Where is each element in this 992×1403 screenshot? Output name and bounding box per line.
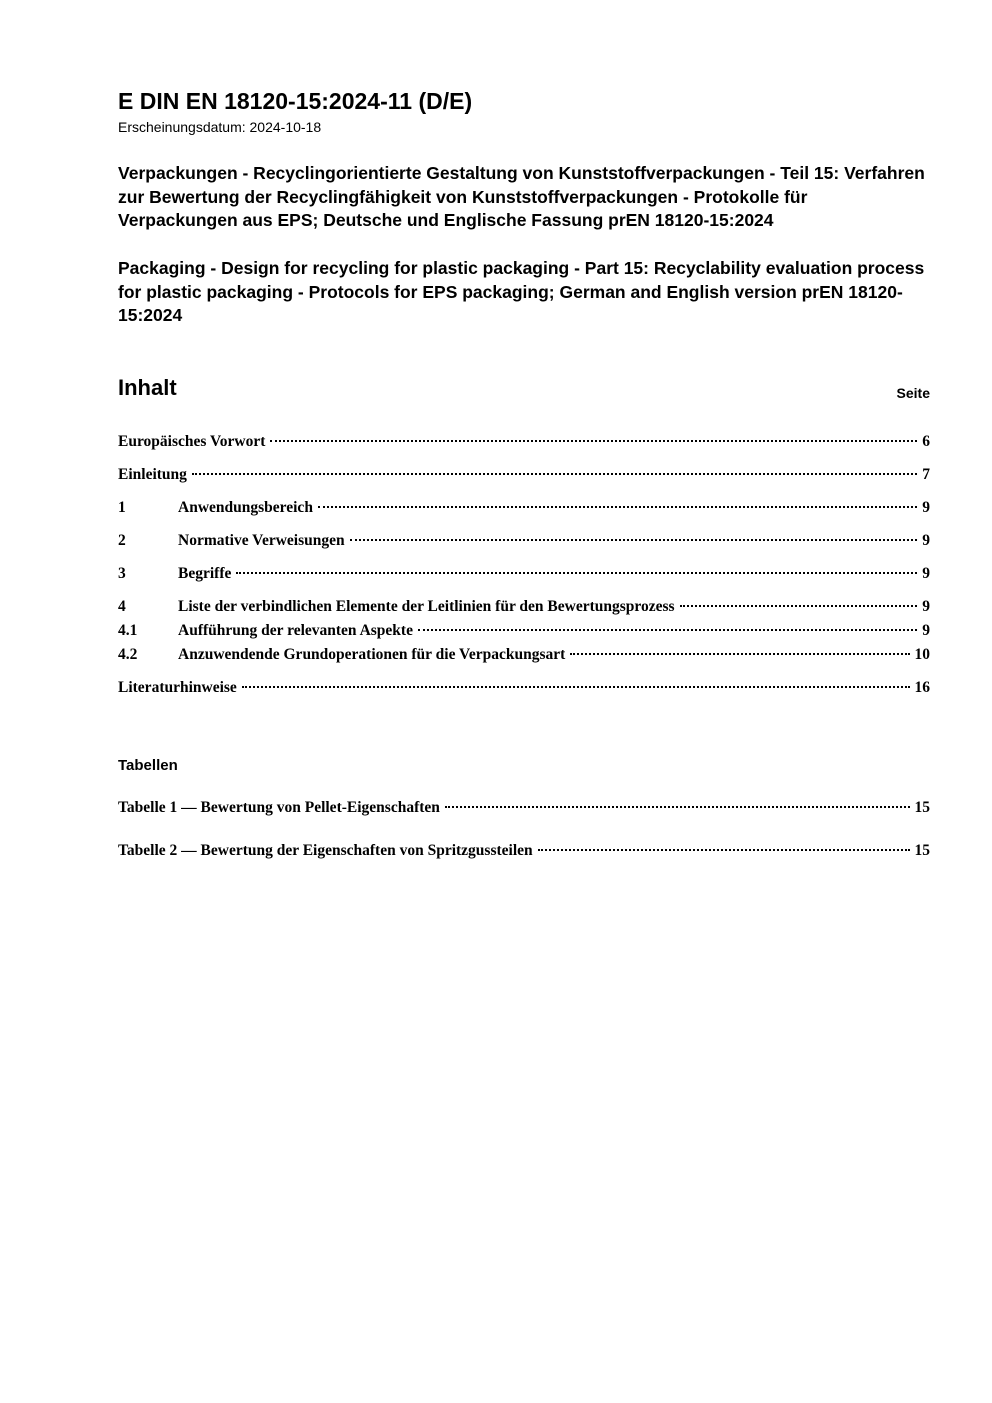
toc-page-column-label: Seite — [896, 385, 930, 402]
document-number: E DIN EN 18120-15:2024-11 (D/E) — [118, 88, 473, 114]
toc-entry-title: Einleitung — [118, 466, 187, 484]
toc-leader-dots — [236, 572, 917, 574]
toc-entry-title: Liste der verbindlichen Elemente der Leitlinien für den Bewertungsprozess — [178, 598, 675, 616]
toc-leader-dots — [350, 539, 918, 541]
toc-entry-page: 10 — [914, 646, 930, 664]
toc-entry-page: 9 — [922, 598, 930, 616]
toc-entry-title: Normative Verweisungen — [178, 532, 345, 550]
toc-entry — [118, 499, 930, 517]
toc-entry — [118, 433, 930, 451]
toc-entry-page: 15 — [914, 799, 930, 817]
toc-entry — [118, 565, 930, 583]
toc-entry-title: Tabelle 1 — Bewertung von Pellet-Eigenschaften — [118, 799, 440, 817]
toc-entry-page: 15 — [914, 842, 930, 860]
toc-leader-dots — [242, 686, 910, 688]
tables-list — [118, 799, 930, 860]
toc-leader-dots — [538, 849, 910, 851]
toc-header — [118, 375, 930, 401]
toc-entry-number: 2 — [118, 532, 126, 550]
toc-entry — [118, 842, 930, 860]
toc-entry — [118, 598, 930, 616]
toc-entry-title: Anzuwendende Grundoperationen für die Verpackungsart — [178, 646, 566, 664]
toc-leader-dots — [445, 806, 910, 808]
tables-heading: Tabellen — [118, 757, 178, 775]
toc-entry-number: 4 — [118, 598, 126, 616]
toc-entry-title: Literaturhinweise — [118, 679, 237, 697]
toc-entry-number: 1 — [118, 499, 126, 517]
toc-entry-number: 4.1 — [118, 622, 138, 640]
toc-entry-title: Tabelle 2 — Bewertung der Eigenschaften von Spritzgussteilen — [118, 842, 533, 860]
toc-entry — [118, 532, 930, 550]
toc-entry-page: 9 — [922, 622, 930, 640]
toc-entry — [118, 646, 930, 664]
toc-leader-dots — [570, 653, 909, 655]
toc-entry-number: 3 — [118, 565, 126, 583]
toc-entry — [118, 466, 930, 484]
toc-entry-title: Anwendungsbereich — [178, 499, 313, 517]
toc-leader-dots — [418, 629, 917, 631]
toc-entry-page: 7 — [922, 466, 930, 484]
toc-entry-page: 9 — [922, 532, 930, 550]
toc-heading: Inhalt — [118, 375, 177, 401]
toc-entry-page: 16 — [914, 679, 930, 697]
toc-list — [118, 433, 930, 697]
toc-entry-title: Europäisches Vorwort — [118, 433, 266, 451]
toc-leader-dots — [270, 440, 917, 442]
toc-entry-page: 9 — [922, 499, 930, 517]
document-title-german: Verpackungen - Recyclingorientierte Gestaltung von Kunststoffverpackungen - Teil 15: Verfahren zur Bewertung der Recyclingfähigkeit von Kunststoffverpackungen - Protokolle für Verpackungen aus EPS; Deutsche und Englische Fassung prEN 18120-15:2024 — [118, 163, 925, 230]
toc-entry-page: 9 — [922, 565, 930, 583]
toc-entry — [118, 799, 930, 817]
toc-entry-title: Begriffe — [178, 565, 232, 583]
toc-entry-number: 4.2 — [118, 646, 138, 664]
document-title-english: Packaging - Design for recycling for plastic packaging - Part 15: Recyclability evaluation process for plastic packaging - Protocols for EPS packaging; German and English version prEN 18120-15:2024 — [118, 258, 925, 325]
toc-entry — [118, 622, 930, 640]
toc-entry-page: 6 — [922, 433, 930, 451]
toc-leader-dots — [192, 473, 917, 475]
toc-leader-dots — [318, 506, 917, 508]
toc-entry-title: Aufführung der relevanten Aspekte — [178, 622, 413, 640]
toc-leader-dots — [680, 605, 918, 607]
toc-entry — [118, 679, 930, 697]
publication-date: Erscheinungsdatum: 2024-10-18 — [118, 119, 322, 136]
